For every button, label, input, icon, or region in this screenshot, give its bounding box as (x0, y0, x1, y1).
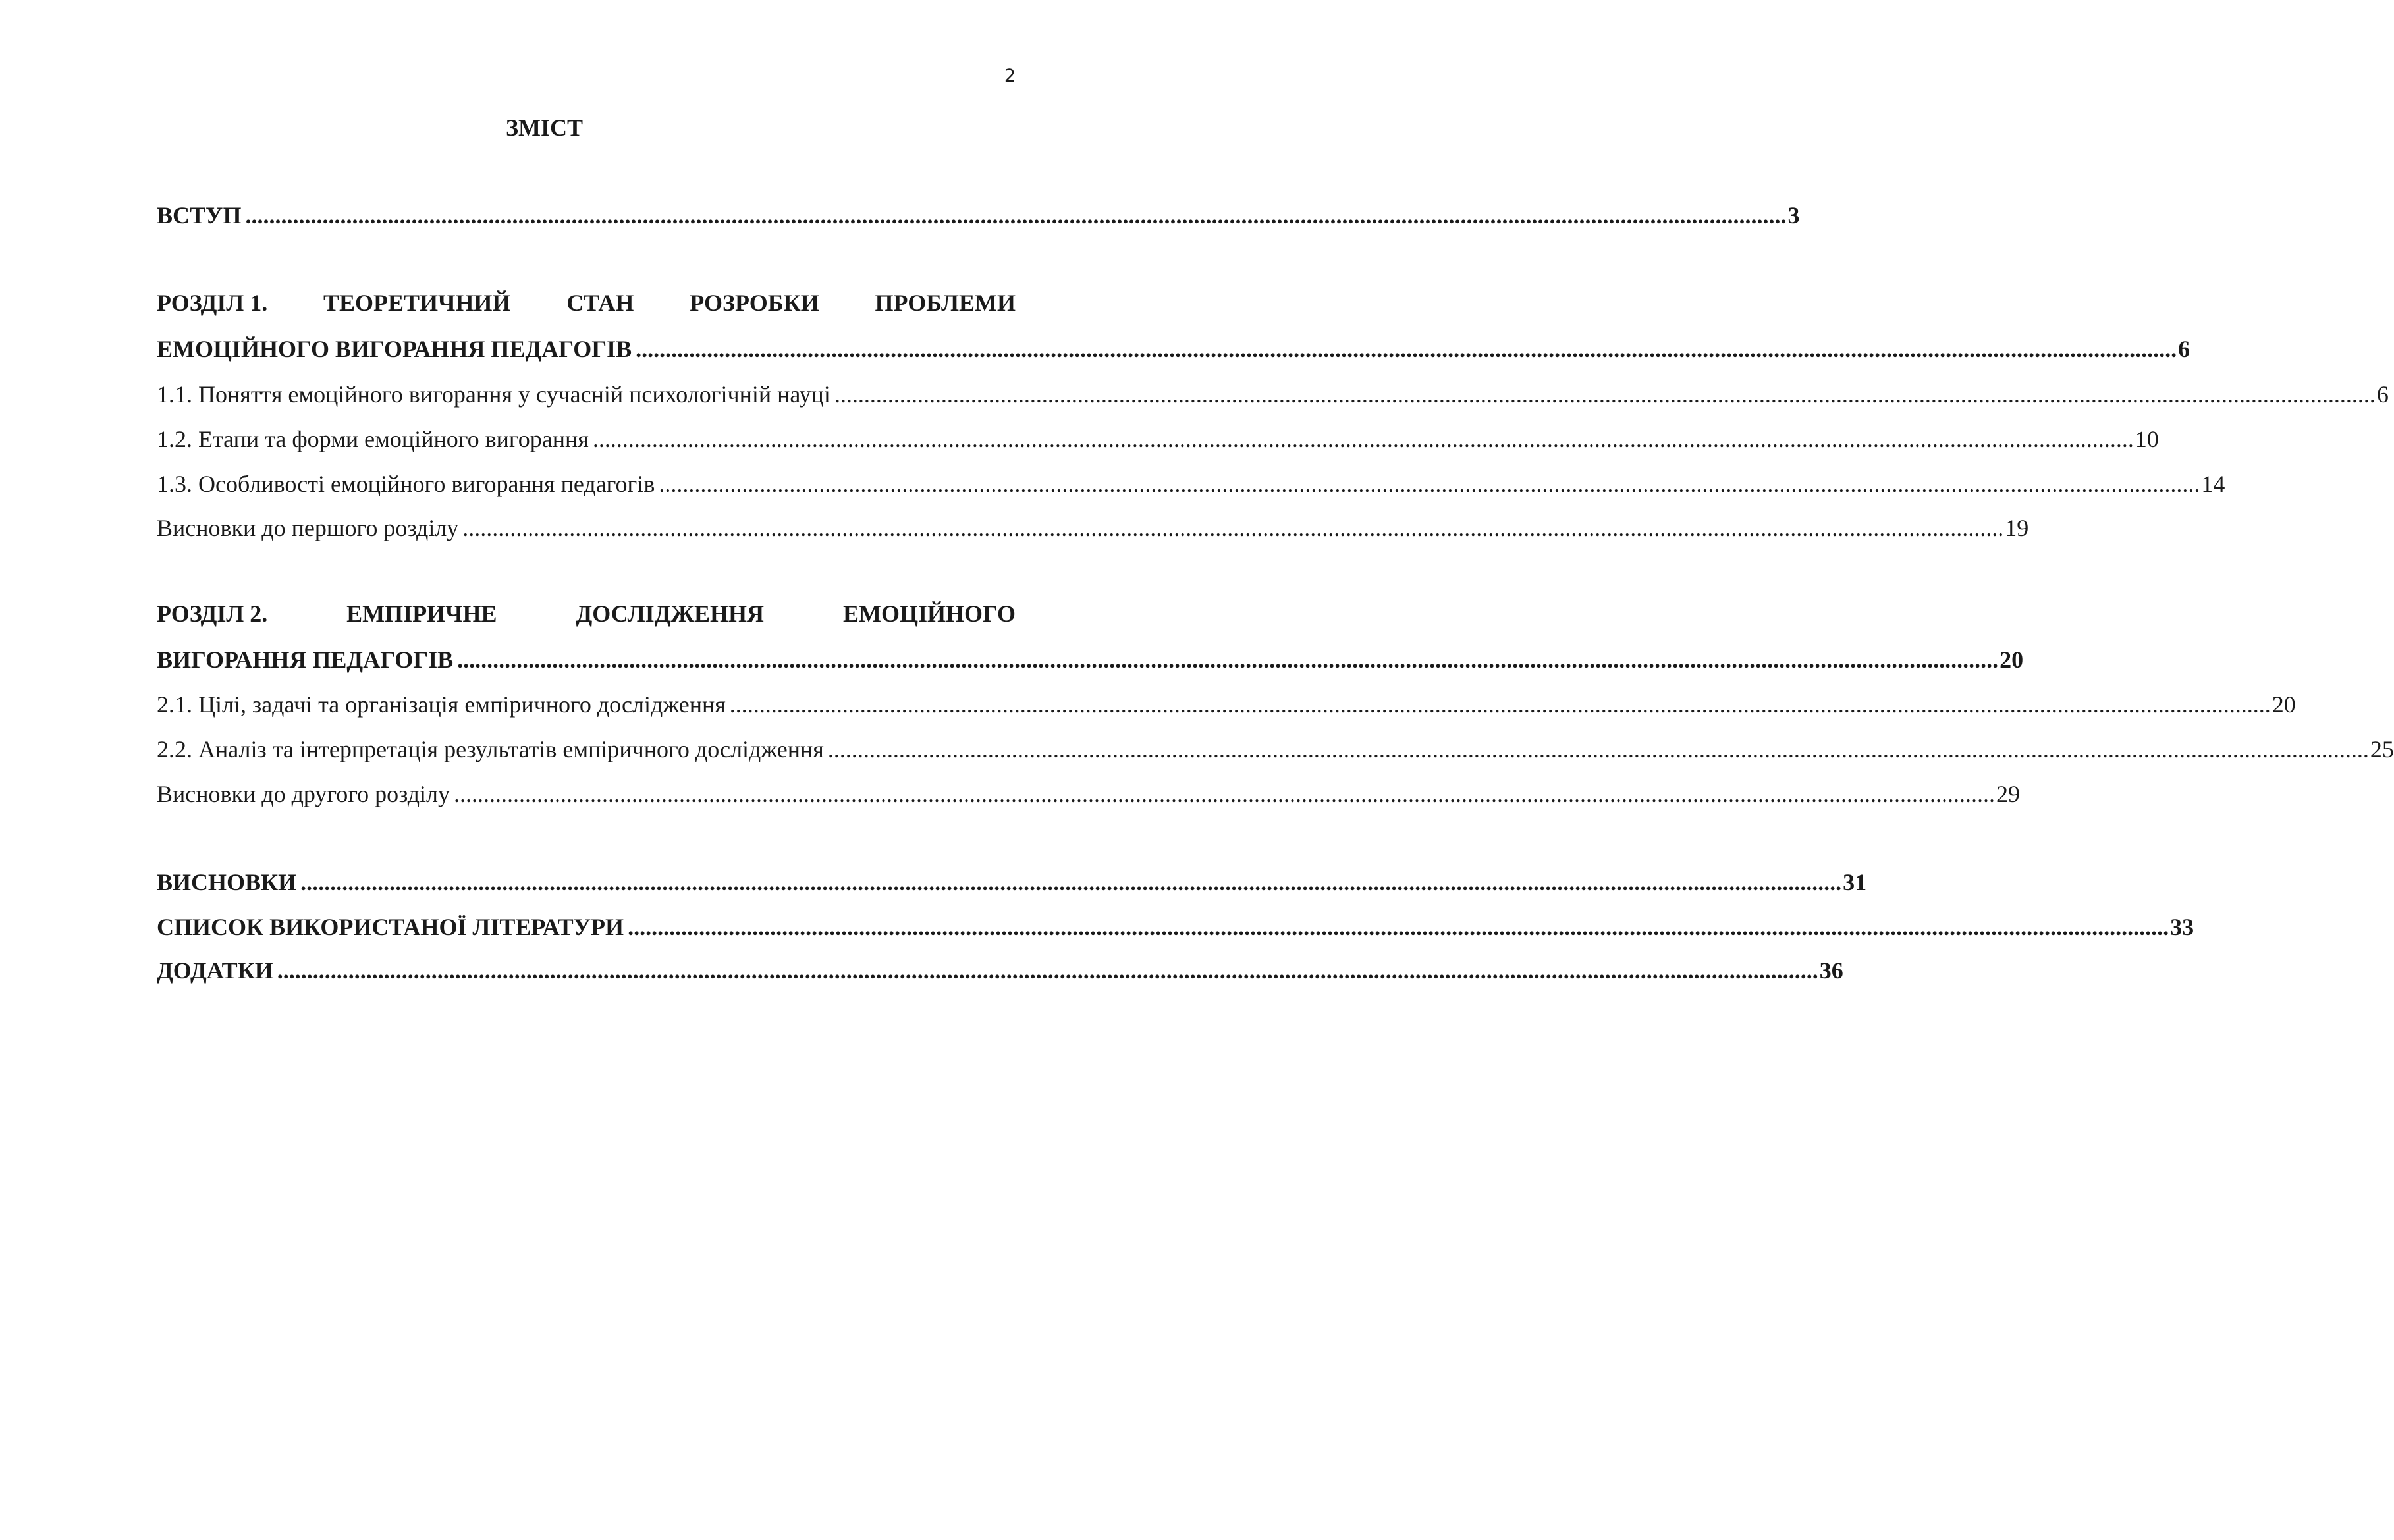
dot-leader: .................................................................................................................................................................................................................................................................... (592, 426, 2134, 452)
toc-page-number: 31 (1843, 869, 1867, 895)
dot-leader: .................................................................................................................................................................................................................................................................... (245, 202, 1787, 228)
toc-page-number: 3 (1787, 202, 1800, 228)
toc-entry-label: 2.2. Аналіз та інтерпретація результатів емпіричного дослідження (157, 736, 824, 762)
toc-page-number: 36 (1819, 957, 1843, 984)
toc-entry-2-1[interactable] (157, 690, 2296, 719)
heading-word: ТЕОРЕТИЧНИЙ (323, 290, 511, 316)
toc-entry-label: СПИСОК ВИКОРИСТАНОЇ ЛІТЕРАТУРИ (157, 914, 624, 940)
toc-entry-1-1[interactable] (157, 380, 2389, 409)
toc-entry-label: 1.2. Етапи та форми емоційного вигорання (157, 426, 589, 452)
toc-entry-label: 1.3. Особливості емоційного вигорання педагогів (157, 471, 655, 497)
heading-word: ПРОБЛЕМИ (875, 290, 1016, 316)
dot-leader: .................................................................................................................................................................................................................................................................... (827, 736, 2369, 762)
dot-leader: .................................................................................................................................................................................................................................................................... (462, 515, 2004, 541)
heading-word: РОЗДІЛ 2. (157, 600, 268, 627)
toc-page-number: 29 (1996, 781, 2021, 807)
toc-entry-intro[interactable] (157, 201, 1800, 230)
dot-leader: .................................................................................................................................................................................................................................................................... (454, 781, 1996, 807)
toc-entry-1-3[interactable] (157, 469, 2225, 498)
dot-leader: .................................................................................................................................................................................................................................................................... (659, 471, 2200, 497)
toc-page-number: 10 (2135, 426, 2159, 452)
heading-word: СТАН (566, 290, 634, 316)
toc-entry-section-2[interactable] (157, 645, 2024, 674)
toc-entry-references[interactable] (157, 913, 2194, 942)
toc-page-number: 20 (2272, 691, 2296, 718)
heading-word: РОЗДІЛ 1. (157, 290, 268, 316)
toc-entry-1-2[interactable] (157, 425, 2159, 454)
toc-entry-section-1[interactable] (157, 334, 2190, 363)
heading-word: РОЗРОБКИ (690, 290, 819, 316)
toc-entry-label: ВИСНОВКИ (157, 869, 297, 895)
toc-entry-label: ВИГОРАННЯ ПЕДАГОГІВ (157, 647, 454, 673)
toc-entry-label: 1.1. Поняття емоційного вигорання у сучасній психологічній науці (157, 381, 830, 408)
heading-word: ДОСЛІДЖЕННЯ (576, 600, 765, 627)
toc-entry-label: ДОДАТКИ (157, 957, 273, 984)
heading-word: ЕМПІРИЧНЕ (346, 600, 497, 627)
toc-page-number: 19 (2005, 515, 2029, 541)
toc-entry-section-1-conclusions[interactable] (157, 514, 2029, 543)
toc-entry-label: ЕМОЦІЙНОГО ВИГОРАННЯ ПЕДАГОГІВ (157, 336, 632, 362)
section-2-heading[interactable] (157, 599, 1016, 628)
toc-page-number: 25 (2370, 736, 2394, 762)
toc-entry-label: Висновки до другого розділу (157, 781, 450, 807)
toc-entry-appendices[interactable] (157, 956, 1843, 985)
heading-word: ЕМОЦІЙНОГО (842, 600, 1016, 627)
toc-entry-label: Висновки до першого розділу (157, 515, 459, 541)
dot-leader: .................................................................................................................................................................................................................................................................... (636, 336, 2177, 362)
dot-leader: .................................................................................................................................................................................................................................................................... (277, 957, 1818, 984)
toc-entry-label: 2.1. Цілі, задачі та організація емпіричного дослідження (157, 691, 726, 718)
dot-leader: .................................................................................................................................................................................................................................................................... (729, 691, 2271, 718)
section-1-heading[interactable] (157, 288, 1016, 317)
toc-entry-section-2-conclusions[interactable] (157, 780, 2021, 809)
toc-page-number: 20 (2000, 647, 2024, 673)
toc-entry-label: ВСТУП (157, 202, 242, 228)
toc-entry-conclusions[interactable] (157, 868, 1867, 897)
page-number: 2 (1004, 66, 1016, 86)
dot-leader: .................................................................................................................................................................................................................................................................... (628, 914, 2169, 940)
toc-page-number: 6 (2178, 336, 2190, 362)
toc-page-number: 6 (2376, 381, 2389, 408)
page-title: ЗМІСТ (506, 115, 583, 141)
toc-page-number: 14 (2201, 471, 2225, 497)
dot-leader: .................................................................................................................................................................................................................................................................... (300, 869, 1842, 895)
toc-page-number: 33 (2170, 914, 2194, 940)
toc-entry-2-2[interactable] (157, 735, 2394, 764)
dot-leader: .................................................................................................................................................................................................................................................................... (457, 647, 1999, 673)
dot-leader: .................................................................................................................................................................................................................................................................... (834, 381, 2376, 408)
